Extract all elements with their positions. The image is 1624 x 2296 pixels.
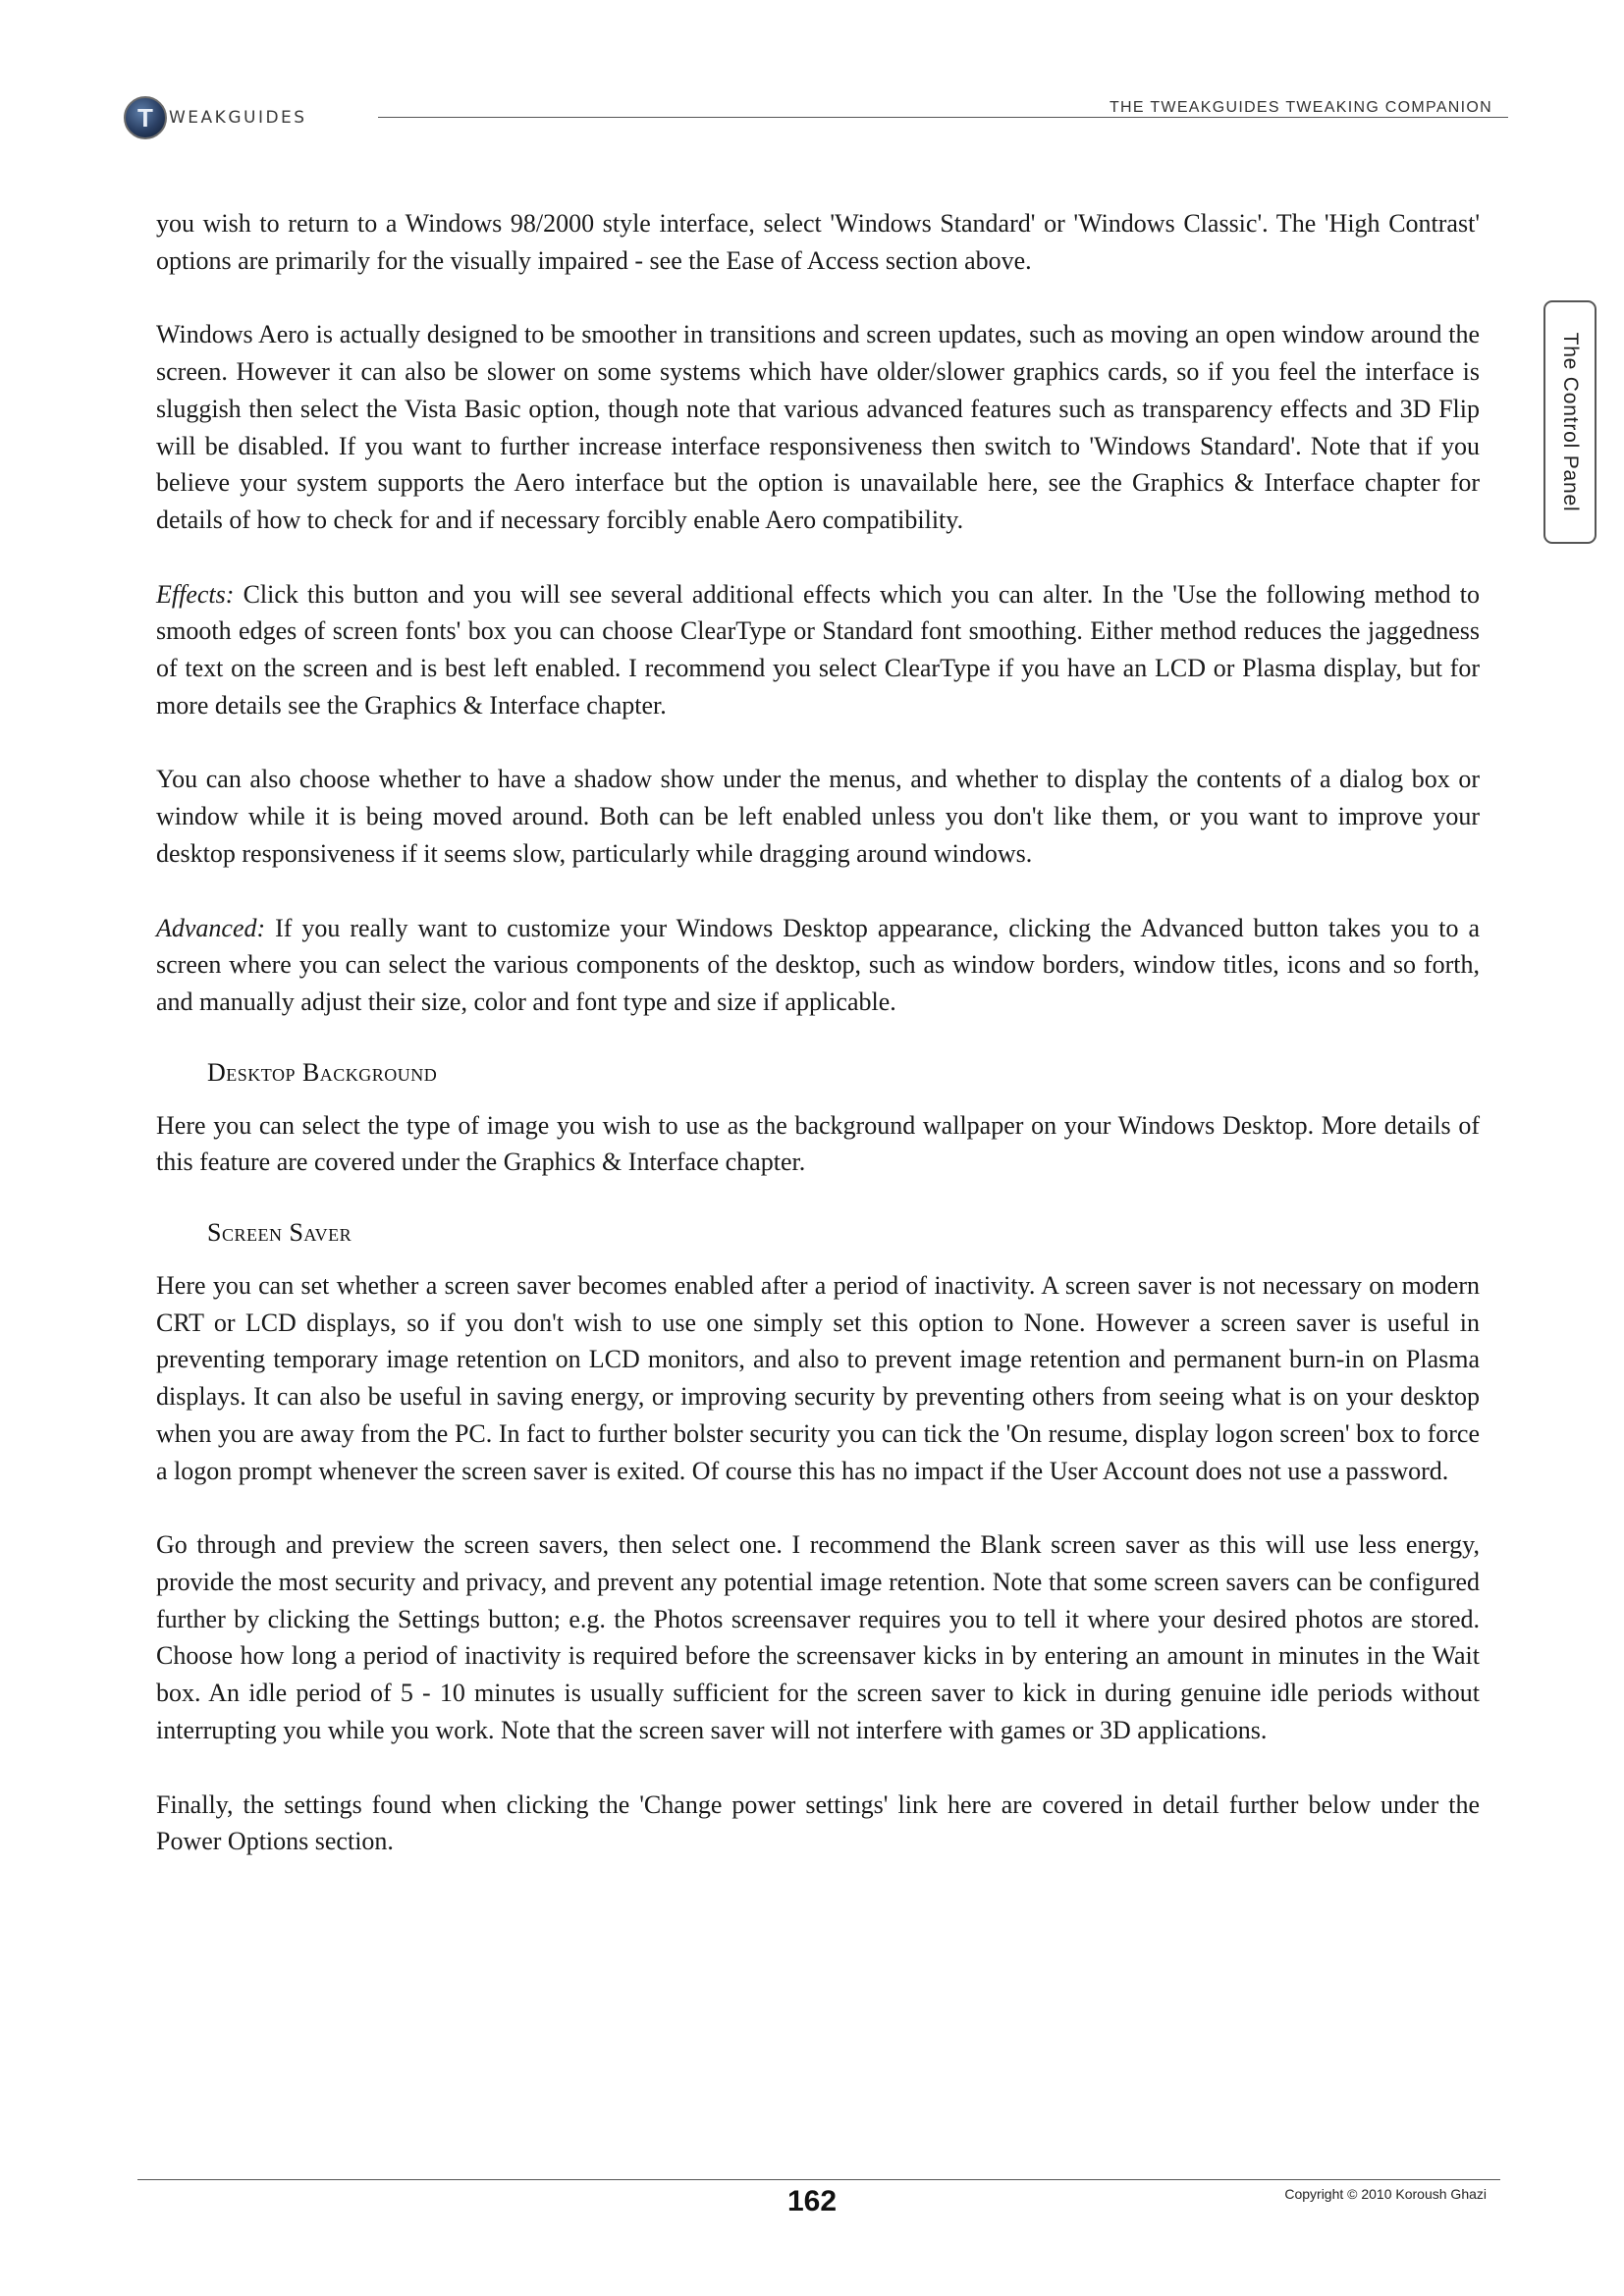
- logo-wordmark: WEAKGUIDES: [169, 108, 307, 128]
- advanced-label: Advanced:: [156, 913, 266, 942]
- paragraph: Here you can select the type of image you wish to use as the background wallpaper on your Windows Desktop. More details of this feature are covered under the Graphics & Interface chapter.: [156, 1110, 1480, 1177]
- paragraph: Go through and preview the screen savers, then select one. I recommend the Blank screen saver as this will use less energy, provide the most security and privacy, and prevent any potential image retention. Note that some screen savers can be configured further by clicking the Settings button; e.g. the Photos screensaver requires you to tell it where your desired photos are stored. Choose how long a period of inactivity is required before the screensaver kicks in by entering an amount in minutes in the Wait box. An idle period of 5 - 10 minutes is usually sufficient for the screen saver to kick in during genuine idle periods without interrupting you while you work. Note that the screen saver will not interfere with games or 3D applications.: [156, 1530, 1480, 1744]
- logo-emblem-icon: T: [124, 96, 167, 139]
- paragraph: Windows Aero is actually designed to be smoother in transitions and screen updates, such as moving an open window around the screen. However it can also be slower on some systems which have older/slower graphics cards, so if you feel the interface is sluggish then select the Vista Basic option, though note that various advanced features such as transparency effects and 3D Flip will be disabled. If you want to further increase interface responsiveness then switch to 'Windows Standard'. Note that if you believe your system supports the Aero interface but the option is unavailable here, see the Graphics & Interface chapter for details of how to check for and if necessary forcibly enable Aero compatibility.: [156, 320, 1480, 534]
- section-heading-screen-saver: Screen Saver: [207, 1218, 352, 1248]
- page-number: 162: [786, 2185, 838, 2217]
- paragraph: You can also choose whether to have a shadow show under the menus, and whether to display the contents of a dialog box or window while it is being moved around. Both can be left enabled unless you don't like them, or you want to improve your desktop responsiveness if it seems slow, particularly while dragging around windows.: [156, 765, 1480, 868]
- tweakguides-logo: [124, 94, 379, 141]
- page-body: [156, 205, 1480, 1860]
- advanced-text: If you really want to customize your Windows Desktop appearance, clicking the Advanced button takes you to a screen where you can select the various components of the desktop, such as window borders, window titles, icons and so forth, and manually adjust their size, color and font type and size if applicable.: [156, 913, 1481, 1016]
- section-heading-desktop-background: Desktop Background: [207, 1057, 438, 1087]
- paragraph-advanced: [156, 910, 1480, 1021]
- effects-label: Effects:: [156, 579, 235, 609]
- chapter-side-tab: [1543, 300, 1597, 544]
- copyright-notice: Copyright © 2010 Koroush Ghazi: [1284, 2186, 1487, 2202]
- paragraph: you wish to return to a Windows 98/2000 style interface, select 'Windows Standard' or 'Windows Classic'. The 'High Contrast' options are primarily for the visually impaired - see the Ease of Access section above.: [156, 209, 1480, 275]
- effects-text: Click this button and you will see several additional effects which you can alter. In the 'Use the following method to smooth edges of screen fonts' box you can choose ClearType or Standard font smoothing. Either method reduces the jaggedness of text on the screen and is best left enabled. I recommend you select ClearType if you have an LCD or Plasma display, but for more details see the Graphics & Interface chapter.: [156, 579, 1480, 720]
- paragraph: Finally, the settings found when clicking the 'Change power settings' link here are covered in detail further below under the Power Options section.: [156, 1789, 1480, 1856]
- header-title: THE TWEAKGUIDES TWEAKING COMPANION: [1109, 99, 1492, 116]
- paragraph-effects: [156, 576, 1480, 724]
- paragraph: Here you can set whether a screen saver becomes enabled after a period of inactivity. A screen saver is not necessary on modern CRT or LCD displays, so if you don't wish to use one simply set this option to None. However a screen saver is useful in preventing temporary image retention on LCD monitors, and also to prevent image retention and permanent burn-in on Plasma displays. It can also be useful in saving energy, or improving security by preventing others from seeing what is on your desktop when you are away from the PC. In fact to further bolster security you can tick the 'On resume, display logon screen' box to force a logon prompt whenever the screen saver is exited. Of course this has no impact if the User Account does not use a password.: [156, 1271, 1480, 1485]
- header-rule: [378, 117, 1508, 118]
- chapter-side-tab-label: The Control Panel: [1559, 332, 1582, 512]
- footer-rule: [137, 2179, 1500, 2180]
